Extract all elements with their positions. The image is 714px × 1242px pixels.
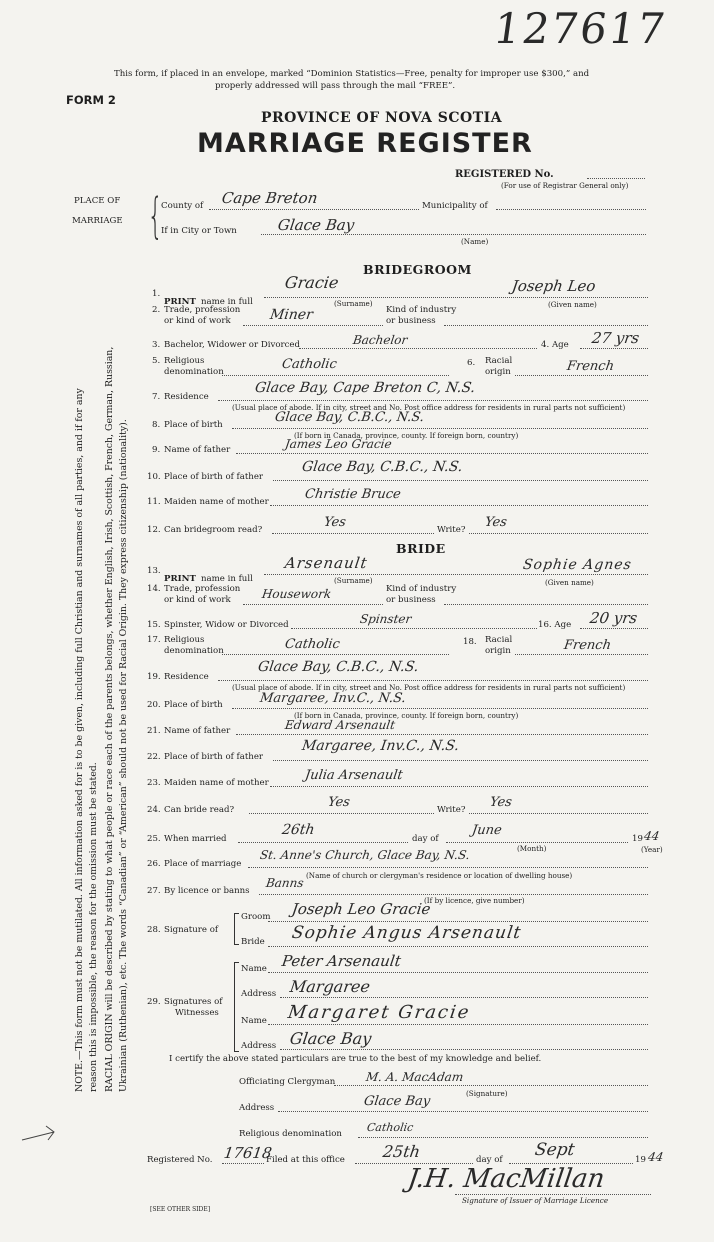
see-other-side: [SEE OTHER SIDE] <box>150 1206 211 1213</box>
city-label: If in City or Town <box>161 226 237 236</box>
groom-surname: Gracie <box>283 273 340 292</box>
bride-read: Yes <box>326 795 351 810</box>
marriage-year: 44 <box>643 829 661 843</box>
registered-number: 17618 <box>222 1144 273 1162</box>
groom-mother: Christie Bruce <box>303 487 402 502</box>
place-label-2: MARRIAGE <box>72 216 123 226</box>
witness2-address: Glace Bay <box>288 1029 373 1048</box>
licence-or-banns: Banns <box>265 876 305 890</box>
filed-month: Sept <box>533 1140 576 1160</box>
city-value: Glace Bay <box>276 216 356 234</box>
print-label: PRINT <box>164 297 196 307</box>
bride-surname: Arsenault <box>283 554 369 572</box>
county-value: Cape Breton <box>220 189 319 207</box>
bride-heading: BRIDE <box>396 541 446 556</box>
groom-read: Yes <box>322 515 347 530</box>
surname-note: (Surname) <box>334 299 373 308</box>
bride-trade: Housework <box>261 587 333 601</box>
bride-residence: Glace Bay, C.B.C., N.S. <box>256 659 420 675</box>
name-note: (Name) <box>461 237 489 246</box>
margin-mark <box>20 1122 60 1144</box>
clergyman-signature: M. A. MacAdam <box>365 1070 465 1084</box>
bride-given-name: Sophie Agnes <box>521 557 633 573</box>
birth-note: (If born in Canada, province, county. If foreign born, country) <box>294 431 519 440</box>
postal-notice-line1: This form, if placed in an envelope, marked “Dominion Statistics—Free, penalty for improper use $300,” and <box>114 69 590 79</box>
witness2-name: Margaret Gracie <box>286 1002 472 1023</box>
sidebar-note-line3: RACIAL ORIGIN will be described by stating to what people or race each of the parents belongs, whether English, Irish, Scottish, French, German, Russian, <box>104 346 115 1092</box>
municipality-label: Municipality of <box>422 201 488 211</box>
document-title: MARRIAGE REGISTER <box>197 128 533 159</box>
bride-write: Yes <box>488 795 513 810</box>
groom-residence: Glace Bay, Cape Breton C, N.S. <box>253 380 477 396</box>
residence-note: (Usual place of abode. If in city, street and No. Post office address for residents in rural parts not sufficient) <box>232 403 626 412</box>
clergyman-address: Glace Bay <box>362 1094 432 1109</box>
bride-racial: French <box>562 638 613 653</box>
registry-number-handwritten: 127617 <box>490 4 670 53</box>
registrar-note: (For use of Registrar General only) <box>501 181 629 190</box>
bride-religion: Catholic <box>283 637 341 652</box>
bride-birthplace: Margaree, Inv.C., N.S. <box>258 691 407 706</box>
certification: I certify the above stated particulars are true to the best of my knowledge and belief. <box>169 1054 542 1064</box>
groom-father-birthplace: Glace Bay, C.B.C., N.S. <box>300 459 464 475</box>
groom-given-name: Joseph Leo <box>510 277 597 295</box>
filed-day: 25th <box>381 1142 422 1161</box>
issuer-note: Signature of Issuer of Marriage Licence <box>462 1196 609 1205</box>
groom-write: Yes <box>483 515 508 530</box>
marriage-day: 26th <box>280 822 316 838</box>
place-label-1: PLACE OF <box>74 196 121 206</box>
groom-trade: Miner <box>268 307 314 323</box>
bride-status: Spinster <box>359 612 413 626</box>
marriage-month: June <box>470 823 503 838</box>
postal-notice-line2: properly addressed will pass through the mail “FREE”. <box>215 81 456 91</box>
bride-father: Edward Arsenault <box>284 718 397 732</box>
bride-age: 20 yrs <box>588 609 639 627</box>
witness1-name: Peter Arsenault <box>280 952 403 970</box>
bride-signature: Sophie Angus Arsenault <box>290 923 523 943</box>
sidebar-note-line4: Ukrainian (Ruthenian), etc. The words “Canadian” or “American” should not be used for Racial Origin. They express citizenship (nationality). <box>118 419 129 1092</box>
groom-status: Bachelor <box>352 333 409 347</box>
sidebar-note-line1: NOTE.—This form must not be mutilated. All information asked for is to be given, including full Christian and surnames of all parties, and if for any <box>74 388 85 1092</box>
bridegroom-heading: BRIDEGROOM <box>363 262 472 277</box>
registered-no-label: REGISTERED No. <box>455 169 554 180</box>
province-heading: PROVINCE OF NOVA SCOTIA <box>261 110 503 126</box>
groom-signature: Joseph Leo Gracie <box>290 900 432 918</box>
form-label: FORM 2 <box>66 93 116 107</box>
groom-birthplace: Glace Bay, C.B.C., N.S. <box>273 410 426 425</box>
witness1-address: Margaree <box>288 977 372 996</box>
groom-father: James Leo Gracie <box>284 437 393 451</box>
bride-mother: Julia Arsenault <box>303 768 404 783</box>
groom-age: 27 yrs <box>590 329 641 347</box>
sidebar-note-line2: reason this is impossible, the reason for the omission must be stated. <box>88 762 99 1092</box>
groom-religion: Catholic <box>280 357 338 372</box>
filed-year: 44 <box>647 1150 665 1164</box>
given-note: (Given name) <box>548 300 597 309</box>
groom-racial: French <box>565 359 616 374</box>
issuer-signature: J.H. MacMillan <box>405 1164 607 1194</box>
marriage-place: St. Anne's Church, Glace Bay, N.S. <box>259 848 471 862</box>
bride-father-birthplace: Margaree, Inv.C., N.S. <box>300 738 461 754</box>
clergyman-religion: Catholic <box>366 1121 415 1134</box>
county-label: County of <box>161 201 204 211</box>
